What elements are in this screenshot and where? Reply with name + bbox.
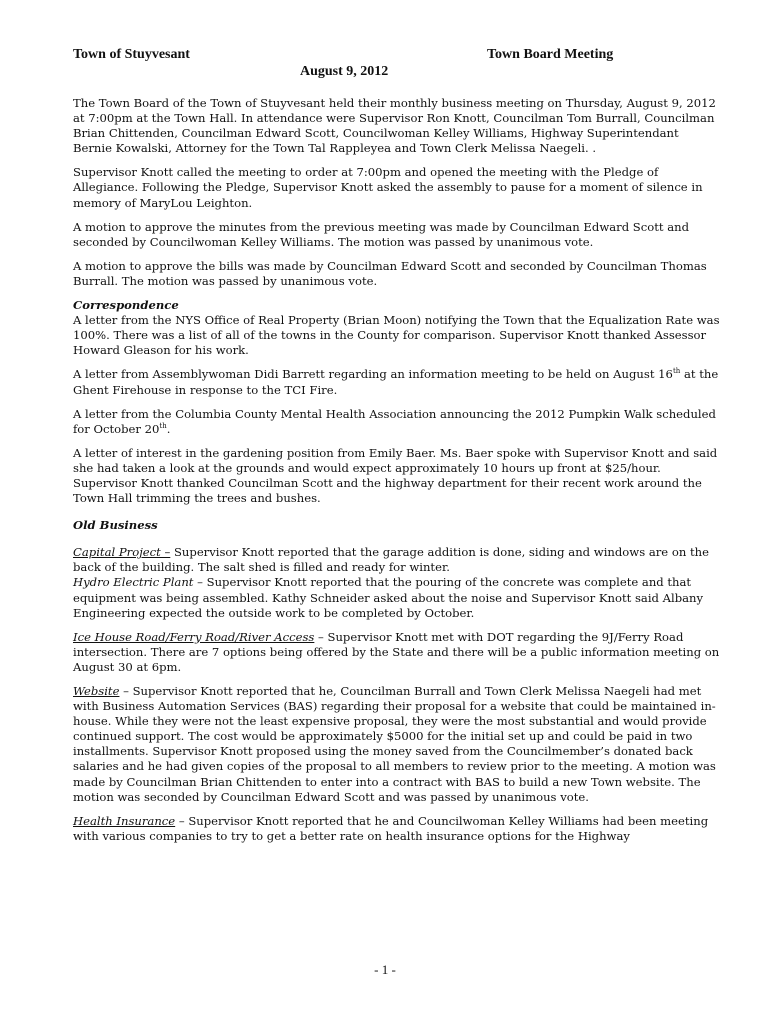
item-health-insurance [73, 814, 721, 844]
hydro-electric-label: Hydro Electric Plant [73, 575, 194, 590]
paragraph-barrett-letter [73, 367, 721, 397]
pumpkin-text: A letter from the Columbia County Mental Health Association announcing the 2012 Pumpkin Walk scheduled for October 20 [73, 406, 716, 436]
item-capital-project [73, 545, 721, 575]
health-insurance-text: – Supervisor Knott reported that he and Councilwoman Kelley Williams had been meeting with various companies to try to get a better rate on health insurance options for the Highway [73, 813, 709, 843]
paragraph-pumpkin-walk-letter [73, 407, 721, 437]
paragraph-attendance: The Town Board of the Town of Stuyvesant held their monthly business meeting on Thursday, August 9, 2012 at 7:00pm at the Town Hall. In attendance were Supervisor Ron Knott, Councilman Tom Burrall, Councilman Brian Chittenden, Councilman Edward Scott, Councilwoman Kelley Williams, Highway Superintendant Bernie Kowalski, Attorney for the Town Tal Rappleyea and Town Clerk Melissa Naegeli. . [73, 96, 716, 156]
item-website [73, 684, 721, 805]
hydro-electric-text: – Supervisor Knott reported that the pouring of the concrete was complete and that equipment was being assembled. Kathy Schneider asked about the noise and Supervisor Knott said Albany Engineering expected the outside work to be completed by October. [73, 575, 704, 620]
capital-project-text: Supervisor Knott reported that the garage addition is done, siding and windows are on the back of the building. The salt shed is filled and ready for winter. [73, 545, 709, 575]
paragraph-bills-motion: A motion to approve the bills was made by Councilman Edward Scott and seconded by Councilman Thomas Burrall. The motion was passed by unanimous vote. [73, 258, 707, 288]
website-text: – Supervisor Knott reported that he, Councilman Burrall and Town Clerk Melissa Naegeli had met with Business Automation Services (BAS) regarding their proposal for a website that could be maintained in-house. While they were not the least expensive proposal, they were the most substantial and would provide continued support. The cost would be approximately $5000 for the initial set up and could be paid in two installments. Supervisor Knott proposed using the money saved from the Councilmember’s donated back salaries and he had given copies of the proposal to all members to review prior to the meeting. A motion was made by Councilman Brian Chittenden to enter into a contract with BAS to build a new Town website. The motion was seconded by Councilman Edward Scott and was passed by unanimous vote. [73, 684, 716, 804]
heading-correspondence: Correspondence [73, 298, 179, 313]
health-insurance-label: Health Insurance [73, 813, 176, 828]
paragraph-call-to-order: Supervisor Knott called the meeting to order at 7:00pm and opened the meeting with the Pledge of Allegiance. Following the Pledge, Supervisor Knott asked the assembly to pause for a moment of silence in memory of MaryLou Leighton. [73, 165, 703, 210]
header-town: Town of Stuyvesant [73, 47, 190, 62]
pumpkin-superscript: th [159, 421, 167, 430]
website-label: Website [73, 684, 120, 698]
barrett-superscript: th [672, 367, 681, 376]
item-ice-house-road [73, 630, 721, 675]
barrett-text: A letter from Assemblywoman Didi Barrett regarding an information meeting to be held on August 16 [73, 367, 673, 382]
capital-project-label: Capital Project – [73, 545, 171, 560]
item-hydro-electric-plant [73, 575, 721, 620]
page-number: - 1 - [374, 962, 396, 977]
ice-house-label: Ice House Road/Ferry Road/River Access [73, 629, 315, 644]
paragraph-minutes-motion: A motion to approve the minutes from the previous meeting was made by Councilman Edward Scott and seconded by Councilwoman Kelley Williams. The motion was passed by unanimous vote. [73, 219, 690, 249]
document-body [73, 96, 721, 853]
paragraph-equalization-letter: A letter from the NYS Office of Real Property (Brian Moon) notifying the Town that the Equalization Rate was 100%. There was a list of all of the towns in the County for comparison. Supervisor Knott thanked Assessor Howard Gleason for his work. [73, 313, 720, 358]
heading-old-business: Old Business [73, 518, 158, 533]
paragraph-gardening-letter: A letter of interest in the gardening position from Emily Baer. Ms. Baer spoke with Supervisor Knott and said she had taken a look at the grounds and would expect approximately 10 hours up front at $25/hour. Supervisor Knott thanked Councilman Scott and the highway department for their recent work around the Town Hall trimming the trees and bushes. [73, 445, 718, 506]
header-date: August 9, 2012 [300, 64, 389, 79]
ice-house-text: – Supervisor Knott met with DOT regarding the 9J/Ferry Road intersection. There are 7 options being offered by the State and there will be a public information meeting on August 30 at 6pm. [73, 629, 720, 674]
pumpkin-text-end: . [166, 421, 171, 436]
barrett-text-end: at the Ghent Firehouse in response to the TCI Fire. [73, 367, 719, 397]
header-meeting: Town Board Meeting [487, 47, 614, 62]
